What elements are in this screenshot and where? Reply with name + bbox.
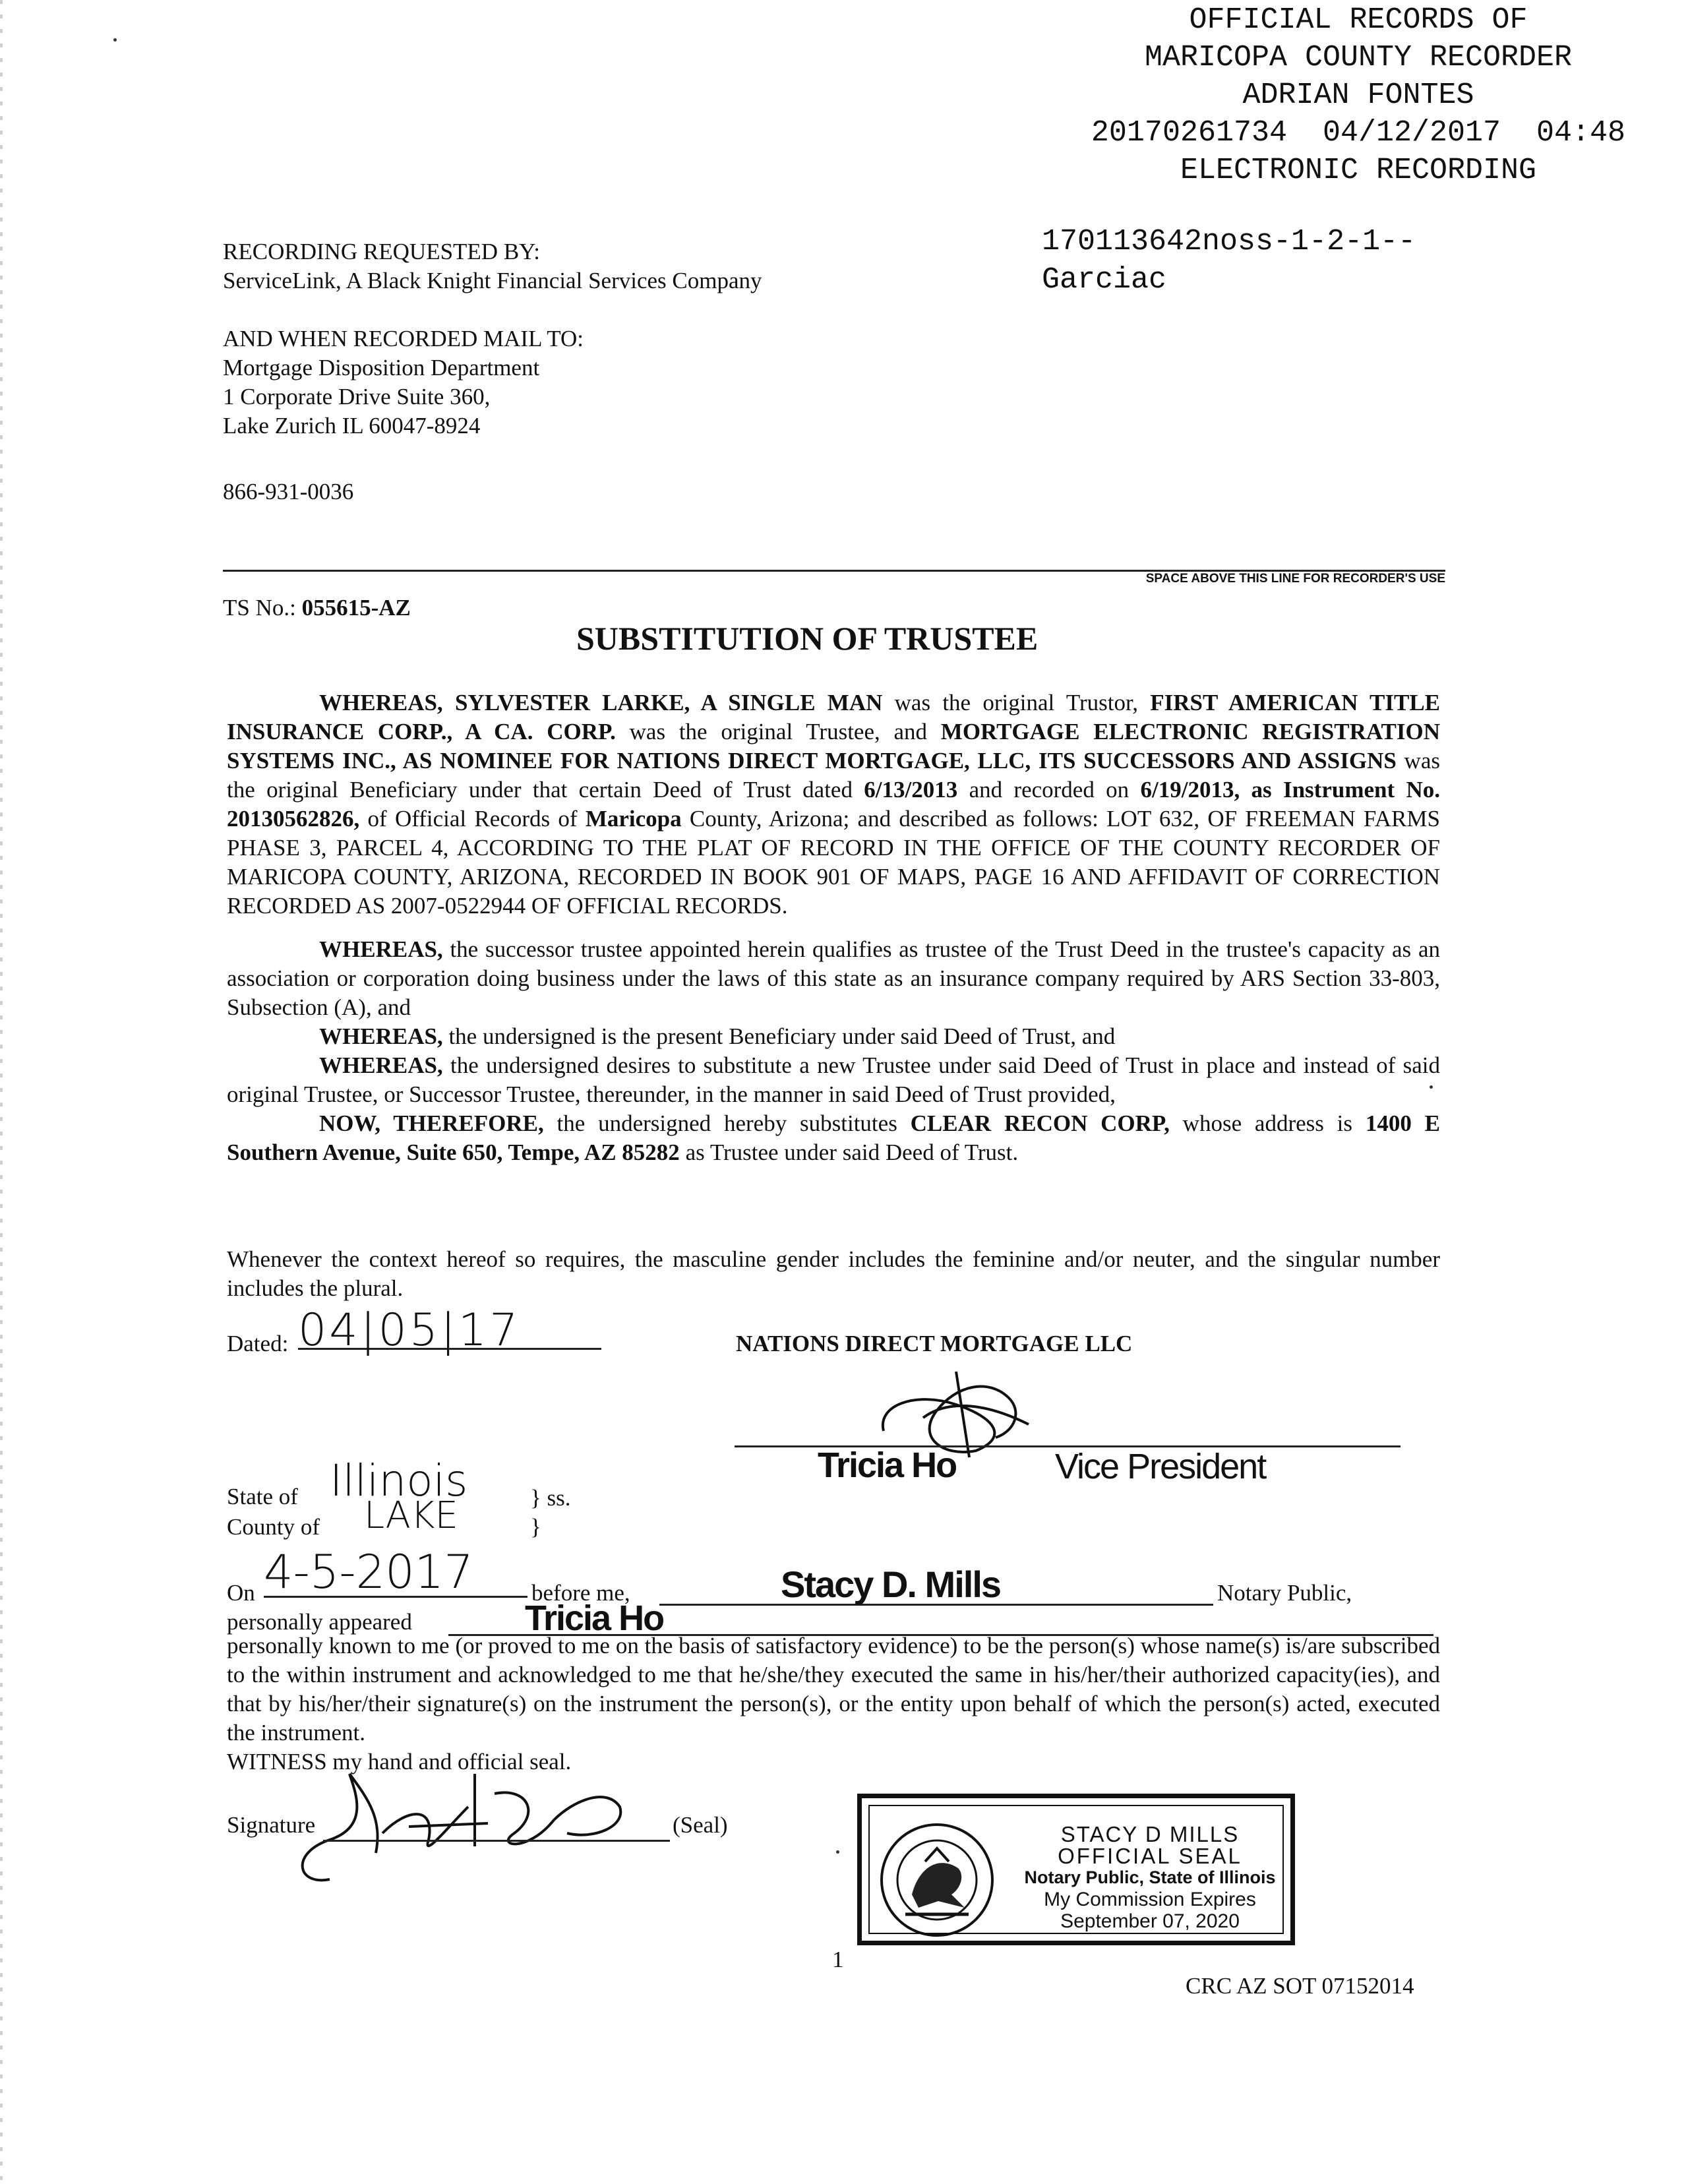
document-title: SUBSTITUTION OF TRUSTEE [576, 620, 1039, 657]
recorder-clerk: Garciac [1042, 263, 1167, 297]
whereas-keyword: WHEREAS, [319, 690, 443, 715]
notary-signature-scribble [277, 1747, 646, 1899]
paragraph-qualification [227, 935, 1440, 1022]
dated-handwritten: 04|05|17 [298, 1310, 601, 1350]
before-me-label: before me, [531, 1580, 630, 1606]
whereas-keyword: WHEREAS, [319, 936, 443, 962]
mail-to-line-1: Mortgage Disposition Department [223, 355, 540, 380]
scan-speck [113, 38, 117, 42]
mail-to-line-2: 1 Corporate Drive Suite 360, [223, 384, 491, 410]
paragraph-text: as Trustee under said Deed of Trust. [679, 1139, 1019, 1165]
original-trustor: SYLVESTER LARKE, A SINGLE MAN [454, 690, 883, 715]
stamp-commission-label: My Commission Expires [1044, 1889, 1256, 1910]
state-handwritten: Illinois [330, 1455, 468, 1506]
recorder-line-1: OFFICIAL RECORDS OF [1189, 3, 1528, 37]
stamp-official-seal: OFFICIAL SEAL [1058, 1844, 1242, 1868]
scan-edge-artifact [0, 0, 3, 2184]
ts-label: TS No.: [223, 595, 296, 621]
signature-line [323, 1840, 670, 1842]
deed-date: 6/13/2013 [864, 777, 958, 803]
paragraph-original-parties [227, 688, 1440, 921]
phone-number: 866-931-0036 [223, 479, 354, 504]
paragraph-text: was the original Beneficiary under that certain Deed of Trust dated [227, 748, 1440, 803]
trustee-address: 1400 E Southern Avenue, Suite 650, Tempe, AZ 85282 [227, 1110, 1440, 1165]
acknowledgment-body: personally known to me (or proved to me on the basis of satisfactory evidence) to be the person(s) whose name(s) is/are subscribed to the within instrument and acknowledged to me that he/she/they executed the same in his/her/their authorized capacity(ies), and that by his/her/their signature(s) on the instrument the person(s), or the entity upon behalf of which the person(s) acted, executed the instrument. [227, 1633, 1440, 1745]
stamp-expiration-date: September 07, 2020 [1060, 1910, 1240, 1932]
county-handwritten: LAKE [364, 1494, 458, 1537]
page-number: 1 [832, 1947, 844, 1972]
paragraph-text: was the original Trustor, [882, 690, 1151, 715]
mail-to-block [223, 324, 948, 440]
seal-label: (Seal) [673, 1812, 728, 1838]
recorder-space-note: SPACE ABOVE THIS LINE FOR RECORDER'S USE [1145, 572, 1445, 586]
recorder-line-5: ELECTRONIC RECORDING [1180, 154, 1537, 187]
paragraph-text: the undersigned hereby substitutes [543, 1110, 911, 1136]
paragraph-text: was the original Trustee, and [615, 719, 941, 744]
signing-company: NATIONS DIRECT MORTGAGE LLC [736, 1331, 1133, 1356]
paragraph-text: the undersigned desires to substitute a new Trustee under said Deed of Trust in place and instead of said original Trustee, or Successor Trustee, thereunder, in the manner in said Deed of Trust provided, [227, 1052, 1440, 1107]
recording-instrument: 6/19/2013, as Instrument No. 20130562826, [227, 777, 1440, 832]
paragraph-text: and recorded on [957, 777, 1141, 803]
new-trustee: CLEAR RECON CORP, [910, 1110, 1170, 1136]
notary-name: Stacy D. Mills [781, 1563, 1001, 1605]
ts-value: 055615-AZ [301, 595, 411, 621]
paragraph-text: whose address is [1169, 1110, 1366, 1136]
paragraph-substitution [227, 1109, 1440, 1167]
paragraph-text: of Official Records of [359, 806, 586, 832]
now-therefore-keyword: NOW, THEREFORE, [319, 1110, 544, 1136]
paragraph-substitute-desire [227, 1051, 1440, 1109]
notary-stamp [857, 1794, 1295, 1945]
whereas-keyword: WHEREAS, [319, 1052, 443, 1078]
dated-label: Dated: [227, 1331, 289, 1356]
form-code: CRC AZ SOT 07152014 [1186, 1973, 1414, 1999]
county-name: Maricopa [585, 806, 682, 832]
paragraph-beneficiary [227, 1022, 1440, 1051]
brace: } [530, 1514, 541, 1540]
recorder-stamp [1029, 1, 1688, 189]
original-beneficiary: MORTGAGE ELECTRONIC REGISTRATION SYSTEMS INC., AS NOMINEE FOR NATIONS DIRECT MORTGAGE, LLC, ITS SUCCESSORS AND ASSIGNS [227, 719, 1441, 774]
notary-public-label: Notary Public, [1217, 1580, 1352, 1606]
requested-company: ServiceLink, A Black Knight Financial Services Company [223, 268, 762, 293]
recorder-id-block [1042, 223, 1416, 299]
paragraph-text: the undersigned is the present Beneficiary under said Deed of Trust, and [442, 1023, 1116, 1049]
paragraph-text: the successor trustee appointed herein qualifies as trustee of the Trust Deed in the trustee's capacity as an association or corporation doing business under the laws of this state as an insurance company required by ARS Section 33-803, Subsection (A), and [227, 936, 1440, 1020]
witness-line: WITNESS my hand and official seal. [227, 1749, 572, 1774]
recording-number-date: 20170261734 04/12/2017 04:48 [1091, 116, 1626, 150]
stamp-inner-border [868, 1805, 1284, 1934]
legal-description: County, Arizona; and described as follows: LOT 632, OF FREEMAN FARMS PHASE 3, PARCEL 4, ACCORDING TO THE PLAT OF RECORD IN THE OFFICE OF THE COUNTY RECORDER OF MARICOPA COUNTY, ARIZONA, RECORDED IN BOOK 901 OF MAPS, PAGE 16 AND AFFIDAVIT OF CORRECTION RECORDED AS 2007-0522944 OF OFFICIAL RECORDS. [227, 806, 1440, 919]
notary-date-handwritten: 4-5-2017 [264, 1548, 528, 1598]
original-trustee: FIRST AMERICAN TITLE INSURANCE CORP., A CA. CORP. [227, 690, 1441, 744]
mail-to-line-3: Lake Zurich IL 60047-8924 [223, 413, 481, 439]
whereas-keyword: WHEREAS, [319, 1023, 443, 1049]
requested-label: RECORDING REQUESTED BY: [223, 239, 540, 264]
scan-speck [836, 1850, 839, 1854]
document-body [227, 688, 1440, 1167]
on-label: On [227, 1580, 255, 1606]
stamp-notary-public: Notary Public, State of Illinois [1024, 1867, 1276, 1887]
county-label: County of [227, 1514, 320, 1540]
recorder-line-2: MARICOPA COUNTY RECORDER [1144, 41, 1573, 75]
recorder-doc-id: 170113642noss-1-2-1-- [1042, 225, 1416, 258]
officer-name: Tricia Ho [818, 1445, 957, 1485]
personally-appeared-label: personally appeared [227, 1609, 412, 1635]
context-clause: Whenever the context hereof so requires, the masculine gender includes the feminine and/or neuter, and the singular number includes the plural. [227, 1246, 1440, 1301]
state-label: State of [227, 1484, 298, 1509]
stamp-text [1008, 1823, 1292, 1932]
recorder-line-3: ADRIAN FONTES [1242, 78, 1474, 112]
stamp-notary-name: STACY D MILLS [1060, 1822, 1240, 1846]
signature-label: Signature [227, 1812, 316, 1838]
state-seal-icon [879, 1822, 995, 1938]
ss-brace: } ss. [530, 1485, 571, 1511]
appeared-name: Tricia Ho [525, 1598, 664, 1638]
recording-requested-block [223, 237, 948, 295]
ts-number [223, 593, 411, 622]
mail-to-label: AND WHEN RECORDED MAIL TO: [223, 326, 584, 351]
officer-title: Vice President [1055, 1447, 1266, 1486]
